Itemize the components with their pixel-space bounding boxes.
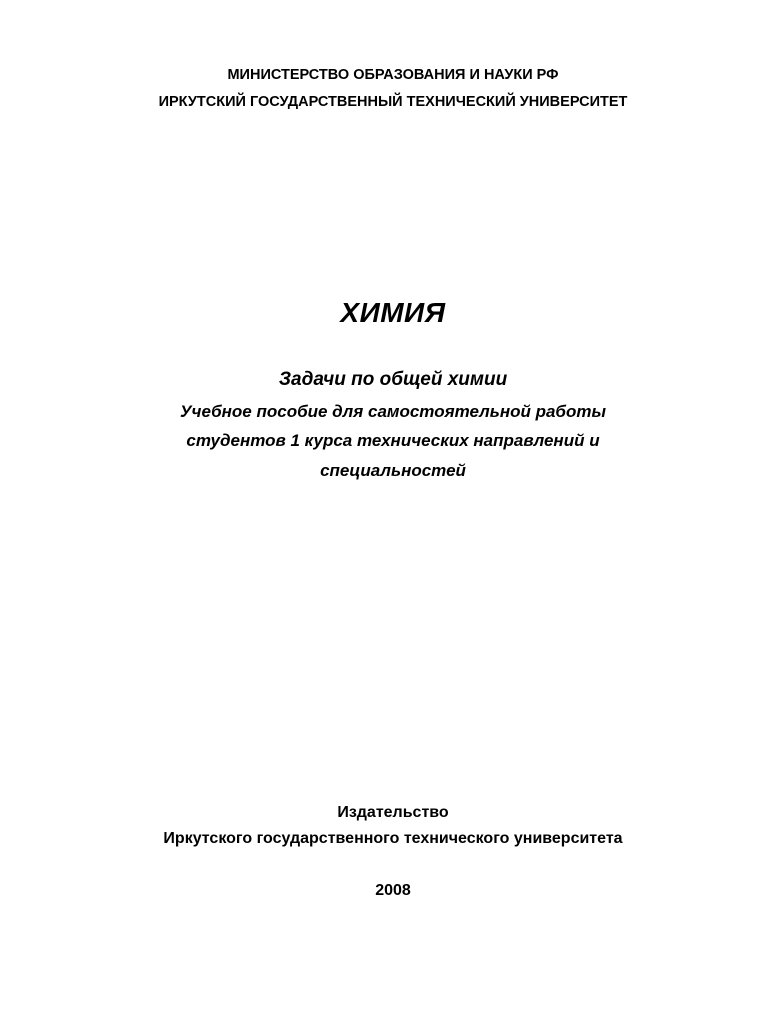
publisher-name: Иркутского государственного технического университета — [163, 830, 623, 847]
document-subtitle: Задачи по общей химии — [278, 369, 508, 390]
publication-year: 2008 — [375, 882, 411, 899]
description-line-2: студентов 1 курса технических направлений и — [186, 431, 600, 450]
ministry-heading: МИНИСТЕРСТВО ОБРАЗОВАНИЯ И НАУКИ РФ — [227, 67, 559, 83]
document-title: ХИМИЯ — [340, 297, 446, 328]
description-line-3: специальностей — [320, 461, 466, 480]
publisher-label: Издательство — [337, 804, 449, 821]
description-line-1: Учебное пособие для самостоятельной работы — [180, 402, 606, 421]
university-heading: ИРКУТСКИЙ ГОСУДАРСТВЕННЫЙ ТЕХНИЧЕСКИЙ УНИВЕРСИТЕТ — [158, 94, 628, 110]
